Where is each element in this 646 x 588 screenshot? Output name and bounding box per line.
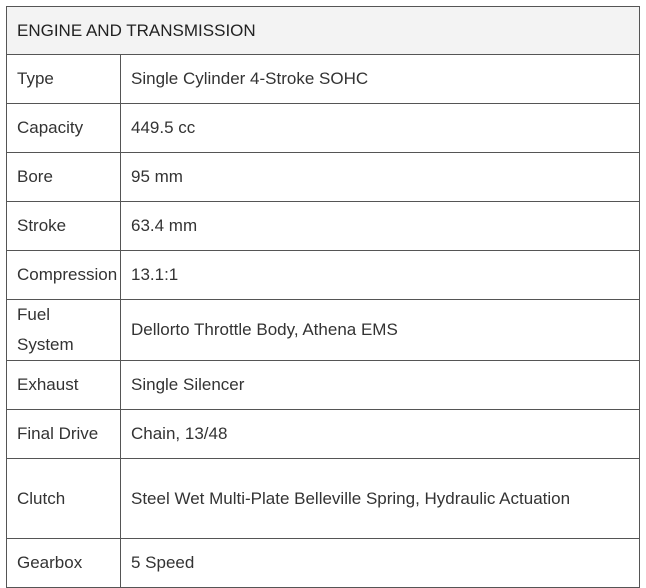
spec-label-type: Type — [7, 55, 121, 104]
section-title: ENGINE AND TRANSMISSION — [7, 7, 640, 55]
spec-label-bore: Bore — [7, 153, 121, 202]
spec-label-gearbox: Gearbox — [7, 539, 121, 588]
table-row — [7, 55, 640, 104]
table-row — [7, 251, 640, 300]
table-row — [7, 361, 640, 410]
spec-value-type: Single Cylinder 4-Stroke SOHC — [121, 55, 640, 104]
spec-label-final-drive: Final Drive — [7, 410, 121, 459]
spec-label-clutch: Clutch — [7, 459, 121, 539]
spec-value-fuel-system: Dellorto Throttle Body, Athena EMS — [121, 300, 640, 361]
spec-value-gearbox: 5 Speed — [121, 539, 640, 588]
spec-label-exhaust: Exhaust — [7, 361, 121, 410]
table-row — [7, 300, 640, 361]
spec-value-clutch: Steel Wet Multi-Plate Belleville Spring, Hydraulic Actuation — [121, 459, 640, 539]
table-row — [7, 104, 640, 153]
table-row — [7, 539, 640, 588]
table-header-row — [7, 7, 640, 55]
table-row — [7, 459, 640, 539]
spec-label-capacity: Capacity — [7, 104, 121, 153]
engine-transmission-spec-table — [6, 6, 640, 588]
spec-label-stroke: Stroke — [7, 202, 121, 251]
table-row — [7, 153, 640, 202]
spec-value-stroke: 63.4 mm — [121, 202, 640, 251]
spec-label-compression: Compression — [7, 251, 121, 300]
spec-label-fuel-system: Fuel System — [7, 300, 121, 361]
table-row — [7, 202, 640, 251]
spec-value-compression: 13.1:1 — [121, 251, 640, 300]
table-row — [7, 410, 640, 459]
spec-value-final-drive: Chain, 13/48 — [121, 410, 640, 459]
spec-value-bore: 95 mm — [121, 153, 640, 202]
spec-value-capacity: 449.5 cc — [121, 104, 640, 153]
spec-value-exhaust: Single Silencer — [121, 361, 640, 410]
